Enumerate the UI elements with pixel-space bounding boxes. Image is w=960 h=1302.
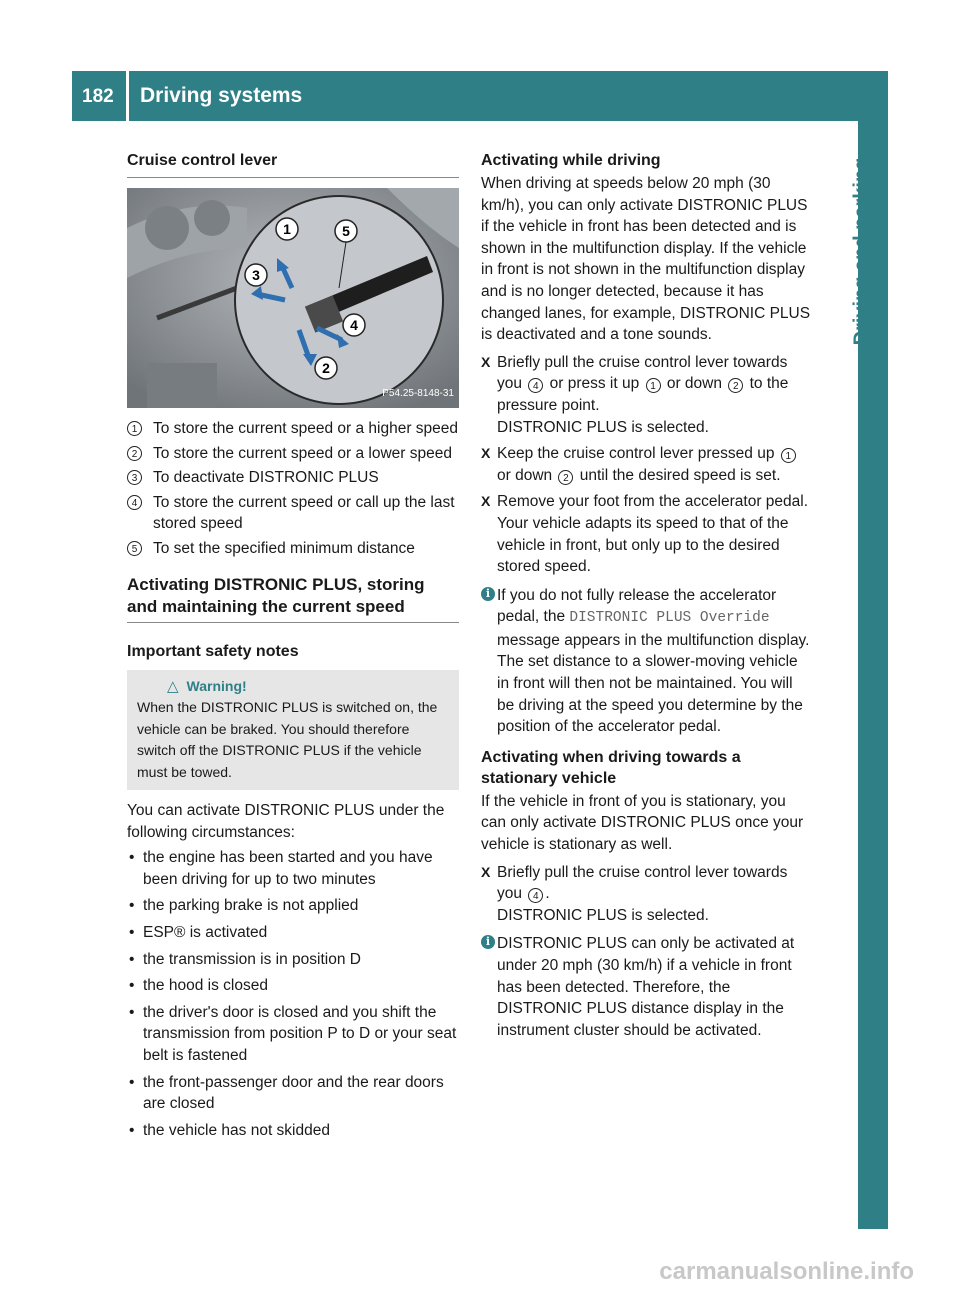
heading-rule bbox=[127, 177, 459, 178]
step-marker: X bbox=[481, 445, 491, 462]
callout-number: 4 bbox=[127, 495, 142, 510]
figure-callout-2: 2 bbox=[322, 360, 330, 376]
safety-heading: Important safety notes bbox=[127, 642, 299, 660]
callout-list bbox=[127, 418, 459, 560]
step-result: DISTRONIC PLUS is selected. bbox=[497, 906, 709, 924]
stationary-heading: Activating when driving towards a stationary vehicle bbox=[481, 748, 741, 787]
warning-box bbox=[127, 670, 459, 791]
step-marker: X bbox=[481, 353, 491, 370]
driving-heading: Activating while driving bbox=[481, 152, 661, 169]
figure-callout-4: 4 bbox=[350, 317, 358, 333]
step-marker: X bbox=[481, 863, 491, 880]
list-item: • the hood is closed bbox=[127, 975, 459, 997]
callout-text: To set the specified minimum distance bbox=[153, 539, 415, 557]
callout-number: 2 bbox=[728, 378, 743, 393]
lever-illustration bbox=[127, 188, 459, 408]
section-title: Driving systems bbox=[140, 84, 303, 107]
figure-callout-1: 1 bbox=[283, 221, 291, 237]
step-result: DISTRONIC PLUS is selected. bbox=[497, 418, 709, 436]
page-number: 182 bbox=[82, 86, 114, 107]
list-item: • the transmission is in position D bbox=[127, 949, 459, 971]
info-icon: i bbox=[481, 935, 495, 949]
figure-code: P54.25-8148-31 bbox=[382, 388, 454, 400]
callout-text: To deactivate DISTRONIC PLUS bbox=[153, 469, 379, 487]
callout-item bbox=[127, 467, 459, 489]
callout-item bbox=[127, 443, 459, 465]
list-item: • the driver's door is closed and you shift the transmission from position P to D or your seat belt is fastened bbox=[127, 1002, 459, 1067]
stationary-text: If the vehicle in front of you is stationary, you can only activate DISTRONIC PLUS once your vehicle is stationary as well. bbox=[481, 792, 804, 854]
figure-callout-3: 3 bbox=[252, 267, 260, 283]
callout-item bbox=[127, 492, 459, 535]
display-message: DISTRONIC PLUS Override bbox=[569, 610, 770, 627]
header-divider bbox=[126, 71, 129, 121]
callout-number: 1 bbox=[781, 448, 796, 463]
activating-heading: Activating DISTRONIC PLUS, storing and maintaining the current speed bbox=[127, 574, 425, 616]
stationary-steps bbox=[481, 862, 814, 927]
circumstances-list bbox=[127, 847, 459, 1141]
step-result: Your vehicle adapts its speed to that of the vehicle in front, but only up to the desired stored speed. bbox=[497, 514, 789, 576]
driving-steps bbox=[481, 352, 814, 578]
info-icon: i bbox=[481, 587, 495, 601]
driving-text: When driving at speeds below 20 mph (30 km/h), you can only activate DISTRONIC PLUS if the vehicle in front has been detected and is shown in the multifunction display. If the vehicle in front is not shown in the multifunction display and is no longer detected, because it has changed lanes, for example, DISTRONIC PLUS is deactivated and a tone sounds. bbox=[481, 175, 811, 344]
footer-watermark: carmanualsonline.info bbox=[659, 1258, 914, 1285]
warning-text: When the DISTRONIC PLUS is switched on, the vehicle can be braked. You should therefore switch off the DISTRONIC PLUS if the vehicle must be towed. bbox=[137, 699, 438, 780]
callout-number: 4 bbox=[528, 888, 543, 903]
list-item: • the vehicle has not skidded bbox=[127, 1120, 459, 1142]
left-column bbox=[127, 150, 459, 1146]
info-note: i If you do not fully release the accelerator pedal, the DISTRONIC PLUS Override message appears in the multifunction display. The set distance to a slower-moving vehicle in front will then not be maintained. You will be driving at the speed you determine by the position of the accelerator pedal. bbox=[481, 585, 814, 738]
warning-triangle-icon: △ bbox=[167, 677, 179, 695]
list-item: • the front-passenger door and the rear doors are closed bbox=[127, 1072, 459, 1115]
step-item: X Briefly pull the cruise control lever towards you 4 or press it up 1 or down 2 to the pressure point. DISTRONIC PLUS is selected. bbox=[481, 352, 814, 438]
callout-text: To store the current speed or a lower speed bbox=[153, 444, 452, 462]
step-marker: X bbox=[481, 493, 491, 510]
callout-text: To store the current speed or a higher speed bbox=[153, 420, 459, 437]
side-tab-label: Driving and parking bbox=[850, 157, 873, 345]
callout-number: 2 bbox=[558, 470, 573, 485]
callout-number: 1 bbox=[127, 421, 142, 436]
list-item: • the engine has been started and you have been driving for up to two minutes bbox=[127, 847, 459, 890]
callout-number: 2 bbox=[127, 446, 142, 461]
figure-callout-5: 5 bbox=[342, 223, 350, 239]
callout-item bbox=[127, 538, 459, 560]
info-note: i DISTRONIC PLUS can only be activated at under 20 mph (30 km/h) if a vehicle in front has been detected. Therefore, the DISTRONIC PLUS distance display in the instrument cluster should be activated. bbox=[481, 933, 814, 1041]
cruise-lever-figure bbox=[127, 188, 459, 408]
circumstances-intro: You can activate DISTRONIC PLUS under the following circumstances: bbox=[127, 802, 445, 841]
callout-item bbox=[127, 418, 459, 440]
callout-number: 3 bbox=[127, 470, 142, 485]
callout-number: 4 bbox=[528, 378, 543, 393]
list-item: • ESP® is activated bbox=[127, 922, 459, 944]
list-item: • the parking brake is not applied bbox=[127, 895, 459, 917]
callout-number: 1 bbox=[646, 378, 661, 393]
step-item: X Keep the cruise control lever pressed up 1 or down 2 until the desired speed is set. bbox=[481, 443, 814, 486]
right-column bbox=[481, 150, 814, 1041]
step-item: X Briefly pull the cruise control lever towards you 4 . DISTRONIC PLUS is selected. bbox=[481, 862, 814, 927]
side-tab-label-wrap bbox=[835, 121, 889, 381]
heading-rule bbox=[127, 622, 459, 623]
callout-text: To store the current speed or call up the last stored speed bbox=[153, 493, 455, 533]
step-item: X Remove your foot from the accelerator pedal. Your vehicle adapts its speed to that of the vehicle in front, but only up to the desired stored speed. bbox=[481, 491, 814, 577]
warning-title: Warning! bbox=[186, 677, 247, 694]
callout-number: 5 bbox=[127, 541, 142, 556]
lever-heading: Cruise control lever bbox=[127, 152, 278, 169]
